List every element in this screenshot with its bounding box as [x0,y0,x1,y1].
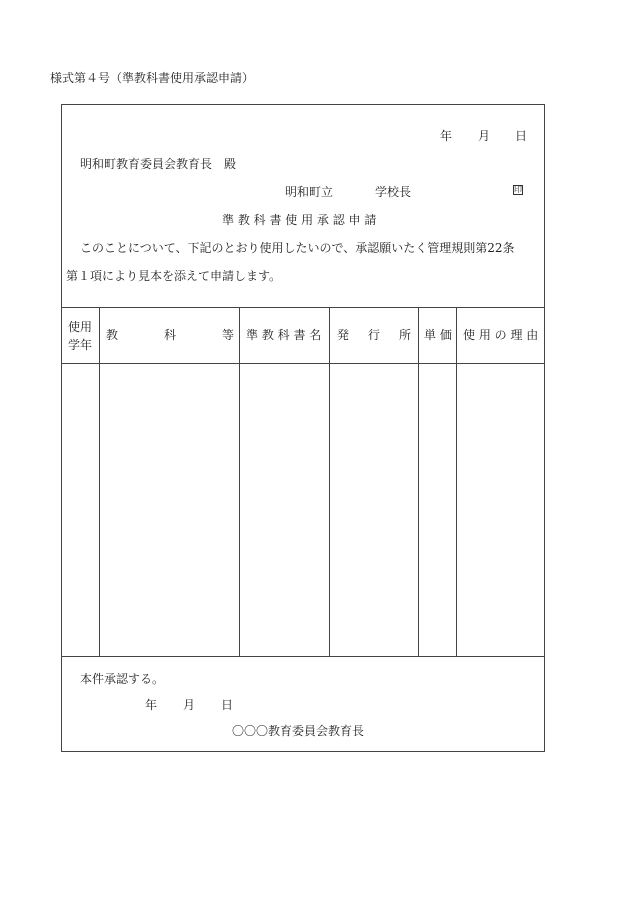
table-top-border [61,307,545,308]
header-reason: 使 用 の 理 由 [463,328,539,342]
addressee: 明和町教育委員会教育長 殿 [80,157,237,171]
column-divider [99,307,100,656]
date-day: 日 [515,129,528,143]
column-divider [456,307,457,656]
header-subject-char: 等 [222,328,235,342]
document-title: 準 教 科 書 使 用 承 認 申 請 [222,213,377,227]
header-unit-price: 単 価 [424,328,452,342]
body-line-1: このことについて、下記のとおり使用したいので、承認願いたく管理規則第22条 [80,241,515,255]
body-line-2: 第１項により見本を添えて申請します。 [66,269,282,283]
application-form-frame [61,104,545,752]
header-publisher-char: 行 [368,328,381,342]
approval-text: 本件承認する。 [80,672,165,686]
date-month: 月 [478,129,491,143]
approval-day: 日 [221,698,234,712]
header-subject-char: 科 [164,328,177,342]
column-divider [239,307,240,656]
header-grade-line-1: 使用 [68,320,93,334]
header-textbook-name: 準 教 科 書 名 [246,328,322,342]
date-year: 年 [440,129,453,143]
column-divider [329,307,330,656]
applicant-school-suffix: 学校長 [375,185,412,199]
header-grade-line-2: 学年 [68,338,93,352]
form-number: 様式第４号（準教科書使用承認申請） [50,71,255,85]
column-divider [418,307,419,656]
seal-mark: 印 [514,185,522,194]
approval-year: 年 [145,698,158,712]
header-publisher-char: 発 [337,328,350,342]
table-header-divider [61,363,545,364]
approval-signer: 〇〇〇教育委員会教育長 [232,724,365,738]
approval-month: 月 [183,698,196,712]
applicant-prefix: 明和町立 [285,185,334,199]
header-publisher-char: 所 [399,328,412,342]
header-subject-char: 教 [106,328,119,342]
table-bottom-border [61,656,545,657]
